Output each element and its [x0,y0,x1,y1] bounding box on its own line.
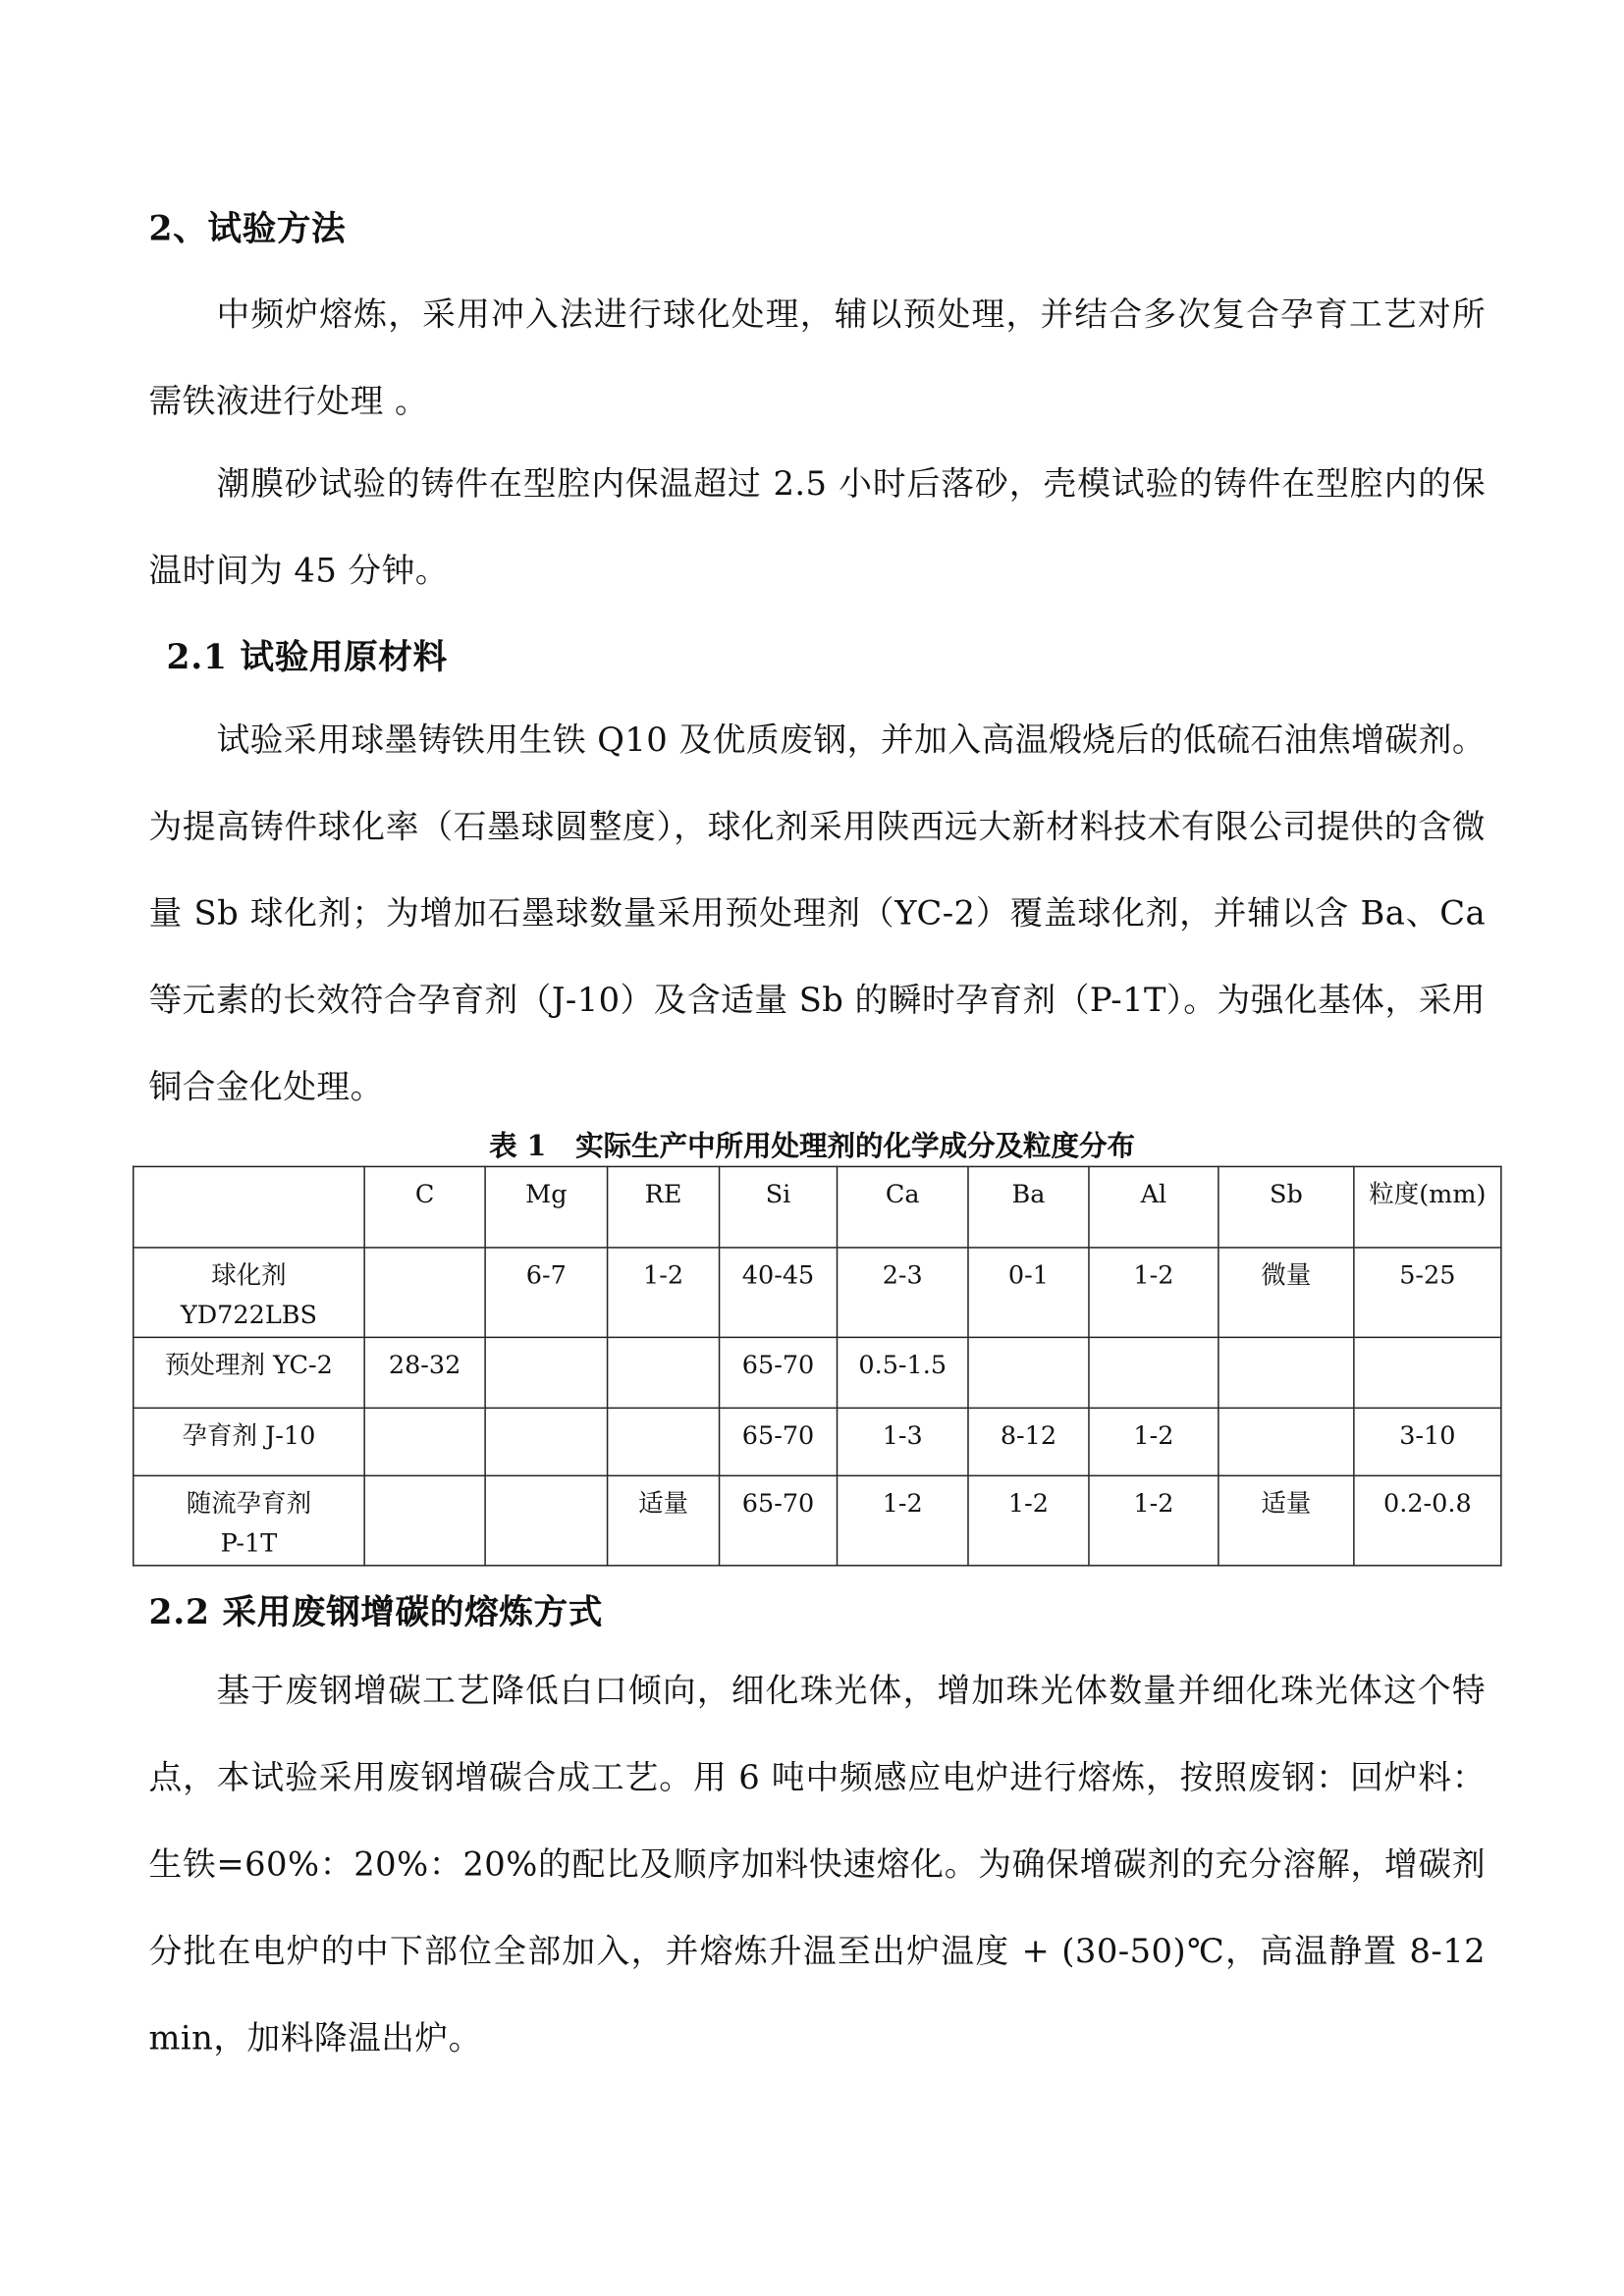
table-cell: 3-10 [1354,1408,1501,1475]
table-cell [608,1337,720,1408]
table-cell [1354,1337,1501,1408]
table-cell: 孕育剂 J-10 [134,1408,364,1475]
table-header-cell: Mg [485,1166,607,1247]
table-header-cell: RE [608,1166,720,1247]
section-2-2-paragraph: 基于废钢增碳工艺降低白口倾向，细化珠光体，增加珠光体数量并细化珠光体这个特点，本试验采用废钢增碳合成工艺。用 6 吨中频感应电炉进行熔炼，按照废钢：回炉料：生铁=60%：20%：20%的配比及顺序加料快速熔化。为确保增碳剂的充分溶解，增碳剂分批在电炉的中下部位全部加入，并熔炼升温至出炉温度 + (30-50)℃，高温静置 8-12 min，加料降温出炉。 [148,1672,1487,2058]
table-cell: 0-1 [968,1248,1089,1337]
table-cell [485,1337,607,1408]
table-cell: 2-3 [838,1248,968,1337]
table-cell: 0.2-0.8 [1354,1475,1501,1565]
table-cell: 适量 [608,1475,720,1565]
table-cell [364,1408,485,1475]
table-cell: 65-70 [720,1408,838,1475]
table-cell: 65-70 [720,1337,838,1408]
table-header-cell: Ba [968,1166,1089,1247]
table-cell [608,1408,720,1475]
table-cell: 随流孕育剂 P-1T [134,1475,364,1565]
table-cell: 1-2 [1089,1475,1218,1565]
table-1-caption: 表 1 实际生产中所用处理剂的化学成分及粒度分布 [489,1130,1135,1163]
table-cell [364,1475,485,1565]
table-header-cell: Al [1089,1166,1218,1247]
table-cell: 1-2 [1089,1248,1218,1337]
table-header-cell: 粒度(mm) [1354,1166,1501,1247]
table-cell: 28-32 [364,1337,485,1408]
table-header-cell: Sb [1218,1166,1354,1247]
table-cell: 适量 [1218,1475,1354,1565]
table-header-cell [134,1166,364,1247]
table-cell: 6-7 [485,1248,607,1337]
table-1 [133,1166,1502,1567]
table-row [134,1337,1501,1408]
table-header-cell: C [364,1166,485,1247]
table-row [134,1248,1501,1337]
table-cell [1218,1408,1354,1475]
table-header-cell: Si [720,1166,838,1247]
section-2-1-paragraph: 试验采用球墨铸铁用生铁 Q10 及优质废钢，并加入高温煅烧后的低硫石油焦增碳剂。为提高铸件球化率（石墨球圆整度），球化剂采用陕西远大新材料技术有限公司提供的含微量 Sb 球化剂；为增加石墨球数量采用预处理剂（YC-2）覆盖球化剂，并辅以含 Ba、Ca 等元素的长效符合孕育剂（J-10）及含适量 Sb 的瞬时孕育剂（P-1T）。为强化基体，采用铜合金化处理。 [148,721,1487,1107]
section-2-heading: 2、试验方法 [148,208,347,249]
table-cell: 40-45 [720,1248,838,1337]
table-cell: 5-25 [1354,1248,1501,1337]
table-cell: 0.5-1.5 [838,1337,968,1408]
table-cell [485,1408,607,1475]
table-cell: 65-70 [720,1475,838,1565]
section-2-2-heading: 2.2 采用废钢增碳的熔炼方式 [148,1592,604,1633]
table-row [134,1475,1501,1565]
table-cell: 8-12 [968,1408,1089,1475]
table-header-row [134,1166,1501,1247]
table-cell: 1-2 [608,1248,720,1337]
table-header-cell: Ca [838,1166,968,1247]
table-cell [364,1248,485,1337]
table-cell: 1-2 [838,1475,968,1565]
table-cell [968,1337,1089,1408]
table-cell: 预处理剂 YC-2 [134,1337,364,1408]
table-cell: 1-2 [968,1475,1089,1565]
table-cell: 球化剂 YD722LBS [134,1248,364,1337]
table-cell [485,1475,607,1565]
table-cell [1089,1337,1218,1408]
section-2-1-heading: 2.1 试验用原材料 [166,637,448,677]
table-cell [1218,1337,1354,1408]
table-row [134,1408,1501,1475]
table-cell: 1-3 [838,1408,968,1475]
table-cell: 微量 [1218,1248,1354,1337]
table-cell: 1-2 [1089,1408,1218,1475]
section-2-paragraph-1: 中频炉熔炼，采用冲入法进行球化处理，辅以预处理，并结合多次复合孕育工艺对所需铁液进行处理 。 [148,295,1487,421]
section-2-paragraph-2: 潮膜砂试验的铸件在型腔内保温超过 2.5 小时后落砂，壳模试验的铸件在型腔内的保温时间为 45 分钟。 [148,464,1487,591]
